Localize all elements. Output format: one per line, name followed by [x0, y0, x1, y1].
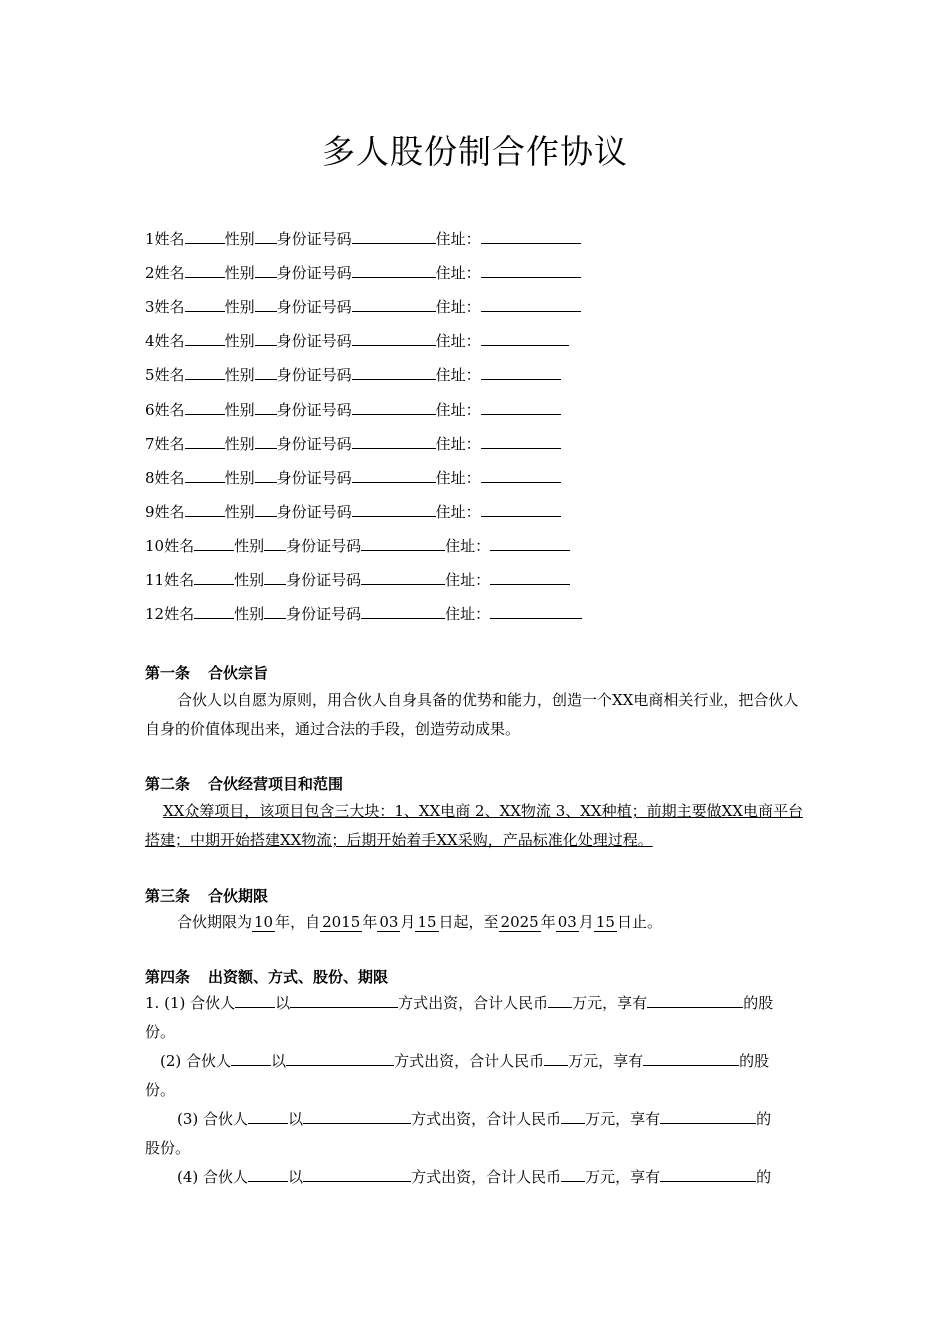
item-text: 合伙人: [190, 994, 236, 1012]
party-address-label: 住址：: [445, 571, 491, 589]
party-gender-blank[interactable]: [255, 296, 277, 312]
party-id-label: 身份证号码: [276, 298, 352, 317]
party-name-blank[interactable]: [185, 330, 225, 346]
share-blank: [643, 1050, 739, 1066]
list-number: 1.: [145, 994, 160, 1012]
party-gender-blank[interactable]: [264, 603, 286, 619]
item-text: 方式出资，合计人民币: [411, 1168, 562, 1186]
party-number: 5: [145, 366, 155, 385]
party-name-label: 姓名: [154, 400, 185, 419]
share-blank: [660, 1166, 756, 1182]
party-gender-label: 性别: [224, 400, 255, 419]
party-row: [145, 467, 561, 488]
party-name-blank[interactable]: [185, 501, 225, 517]
party-name-label: 姓名: [154, 332, 185, 351]
item-text: 的: [743, 994, 759, 1012]
term-text-7: 月: [578, 913, 594, 931]
end-month: 03: [557, 913, 577, 931]
item-text: 方式出资，合计人民币: [398, 994, 549, 1012]
party-number: 8: [145, 468, 155, 487]
party-row: [145, 262, 581, 283]
article-1-title: 合伙宗旨: [208, 664, 269, 682]
article-1-number: 第一条: [145, 664, 191, 682]
party-id-blank[interactable]: [352, 501, 436, 517]
party-row: [145, 603, 582, 624]
party-address-blank[interactable]: [481, 433, 561, 449]
item-text: 的: [756, 1110, 772, 1128]
party-address-blank[interactable]: [481, 364, 561, 380]
party-id-label: 身份证号码: [276, 434, 352, 453]
party-address-blank[interactable]: [481, 467, 561, 483]
party-gender-label: 性别: [224, 434, 255, 453]
party-gender-label: 性别: [224, 468, 255, 487]
term-text-1: 合伙期限为: [177, 913, 253, 931]
party-name-label: 姓名: [164, 536, 195, 555]
item-text: 合伙人: [203, 1110, 249, 1128]
contribution-item-1: [145, 989, 807, 1047]
item-text: 万元，享有: [568, 1052, 644, 1070]
item-text: 股份。: [145, 1139, 191, 1157]
party-row: [145, 364, 561, 385]
share-blank: [647, 992, 743, 1008]
party-address-label: 住址：: [445, 605, 491, 624]
party-row: [145, 399, 561, 420]
party-number: 6: [145, 400, 155, 419]
party-row: [145, 501, 561, 522]
party-address-blank[interactable]: [481, 228, 581, 244]
start-year: 2015: [322, 913, 361, 931]
party-row: [145, 433, 561, 454]
party-address-label: 住址：: [445, 536, 491, 555]
term-text-6: 年: [540, 913, 556, 931]
article-3-heading: [145, 885, 268, 906]
party-gender-label: 性别: [234, 605, 265, 624]
party-number: 12: [145, 605, 165, 624]
party-number: 3: [145, 298, 155, 317]
party-gender-blank[interactable]: [255, 228, 277, 244]
party-number: 7: [145, 434, 155, 453]
party-id-blank[interactable]: [361, 535, 445, 551]
contribution-item-4: [145, 1163, 807, 1192]
party-gender-blank[interactable]: [255, 262, 277, 278]
party-name-blank[interactable]: [185, 467, 225, 483]
party-id-blank[interactable]: [352, 228, 436, 244]
party-row: [145, 535, 570, 556]
item-text: 的: [756, 1168, 772, 1186]
method-blank: [303, 1108, 411, 1124]
item-text: 方式出资，合计人民币: [394, 1052, 545, 1070]
partner-name-blank: [248, 1166, 288, 1182]
term-text-4: 月: [400, 913, 416, 931]
party-id-label: 身份证号码: [286, 605, 362, 624]
method-blank: [290, 992, 398, 1008]
party-address-label: 住址：: [435, 400, 481, 419]
party-name-label: 姓名: [154, 366, 185, 385]
article-2-text: XX众筹项目，该项目包含三大块：1、XX电商 2、XX物流 3、XX种植；前期主要做XX电商平台搭建；中期开始搭建XX物流；后期开始着手XX采购，产品标准化处理过程。: [145, 802, 803, 849]
party-gender-blank[interactable]: [264, 535, 286, 551]
party-gender-blank[interactable]: [255, 467, 277, 483]
term-text-3: 年: [362, 913, 378, 931]
item-text: 以: [271, 1052, 287, 1070]
party-name-blank[interactable]: [194, 569, 234, 585]
item-number: (4): [177, 1168, 199, 1186]
party-gender-label: 性别: [224, 298, 255, 317]
party-address-blank[interactable]: [481, 330, 569, 346]
partner-name-blank: [235, 992, 275, 1008]
party-id-blank[interactable]: [352, 330, 436, 346]
term-years: 10: [254, 913, 274, 931]
party-number: 10: [145, 536, 165, 555]
party-address-blank[interactable]: [481, 296, 581, 312]
party-id-blank[interactable]: [352, 467, 436, 483]
party-address-blank[interactable]: [481, 501, 561, 517]
party-id-label: 身份证号码: [286, 536, 362, 555]
contribution-item-3: [145, 1105, 807, 1163]
party-id-blank[interactable]: [361, 569, 445, 585]
share-blank: [660, 1108, 756, 1124]
article-1-heading: [145, 662, 268, 683]
party-name-label: 姓名: [154, 434, 185, 453]
item-text: 合伙人: [203, 1168, 249, 1186]
party-id-label: 身份证号码: [276, 502, 352, 521]
article-4-number: 第四条: [145, 968, 191, 986]
party-gender-label: 性别: [224, 264, 255, 283]
party-name-blank[interactable]: [185, 364, 225, 380]
end-day: 15: [595, 913, 615, 931]
party-gender-blank[interactable]: [255, 501, 277, 517]
party-number: 11: [145, 571, 165, 589]
party-number: 9: [145, 502, 155, 521]
term-text-8: 日止。: [616, 913, 662, 931]
party-gender-label: 性别: [224, 332, 255, 351]
article-3-text: [145, 908, 807, 937]
item-text: 方式出资，合计人民币: [411, 1110, 562, 1128]
party-address-blank[interactable]: [490, 603, 582, 619]
party-name-label: 姓名: [164, 605, 195, 624]
item-text: 以: [288, 1110, 304, 1128]
party-address-label: 住址：: [435, 230, 481, 248]
amount-blank: [561, 1108, 585, 1124]
partner-name-blank: [248, 1108, 288, 1124]
party-name-label: 姓名: [154, 468, 185, 487]
party-id-label: 身份证号码: [276, 230, 352, 248]
party-id-blank[interactable]: [352, 262, 436, 278]
item-text: 万元，享有: [572, 994, 648, 1012]
party-address-label: 住址：: [435, 264, 481, 283]
party-gender-blank[interactable]: [255, 399, 277, 415]
item-number: (2): [160, 1052, 182, 1070]
party-id-label: 身份证号码: [276, 366, 352, 385]
start-day: 15: [417, 913, 437, 931]
item-text: 以: [275, 994, 291, 1012]
party-address-label: 住址：: [435, 332, 481, 351]
party-id-label: 身份证号码: [276, 332, 352, 351]
end-year: 2025: [500, 913, 539, 931]
amount-blank: [544, 1050, 568, 1066]
amount-blank: [561, 1166, 585, 1182]
party-address-blank[interactable]: [490, 535, 570, 551]
party-id-label: 身份证号码: [276, 400, 352, 419]
party-name-label: 姓名: [154, 298, 185, 317]
party-address-blank[interactable]: [490, 569, 570, 585]
party-gender-label: 性别: [224, 502, 255, 521]
amount-blank: [548, 992, 572, 1008]
contribution-item-2: [145, 1047, 807, 1105]
party-address-label: 住址：: [435, 298, 481, 317]
article-3-number: 第三条: [145, 887, 191, 905]
party-row: [145, 330, 569, 351]
party-address-label: 住址：: [435, 366, 481, 385]
party-address-blank[interactable]: [481, 262, 581, 278]
party-id-blank[interactable]: [352, 296, 436, 312]
item-text: 万元，享有: [585, 1168, 661, 1186]
party-name-label: 姓名: [154, 230, 185, 248]
party-number: 1: [145, 230, 155, 248]
party-id-blank[interactable]: [352, 364, 436, 380]
method-blank: [303, 1166, 411, 1182]
party-gender-label: 性别: [234, 536, 265, 555]
party-id-label: 身份证号码: [286, 571, 362, 589]
partner-name-blank: [231, 1050, 271, 1066]
party-name-blank[interactable]: [194, 603, 234, 619]
party-address-label: 住址：: [435, 502, 481, 521]
item-text: 份。: [145, 1023, 176, 1041]
item-text: 份。: [145, 1081, 176, 1099]
item-text: 万元，享有: [585, 1110, 661, 1128]
party-number: 2: [145, 264, 155, 283]
item-number: (3): [177, 1110, 199, 1128]
party-name-blank[interactable]: [185, 399, 225, 415]
term-text-2: 年，自: [275, 913, 321, 931]
method-blank: [286, 1050, 394, 1066]
item-text: 的: [739, 1052, 755, 1070]
party-number: 4: [145, 332, 155, 351]
party-id-label: 身份证号码: [276, 468, 352, 487]
party-gender-blank[interactable]: [255, 433, 277, 449]
party-id-label: 身份证号码: [276, 264, 352, 283]
party-gender-blank[interactable]: [255, 330, 277, 346]
party-name-label: 姓名: [154, 264, 185, 283]
party-id-blank[interactable]: [352, 399, 436, 415]
party-name-blank[interactable]: [185, 262, 225, 278]
page-title: 多人股份制合作协议: [322, 132, 628, 171]
party-address-blank[interactable]: [481, 399, 561, 415]
party-row: [145, 228, 581, 249]
party-id-blank[interactable]: [352, 433, 436, 449]
start-month: 03: [379, 913, 399, 931]
party-gender-blank[interactable]: [255, 364, 277, 380]
article-2-number: 第二条: [145, 775, 191, 793]
party-id-blank[interactable]: [361, 603, 445, 619]
item-text: 股: [754, 1052, 770, 1070]
party-name-blank[interactable]: [185, 296, 225, 312]
party-name-label: 姓名: [164, 571, 195, 589]
party-gender-label: 性别: [234, 571, 265, 589]
party-row: [145, 296, 581, 317]
item-text: 以: [288, 1168, 304, 1186]
term-text-5: 日起，至: [438, 913, 499, 931]
party-name-label: 姓名: [154, 502, 185, 521]
article-2-heading: [145, 773, 343, 794]
item-number: (1): [164, 994, 186, 1012]
article-2-title: 合伙经营项目和范围: [208, 775, 344, 793]
party-gender-label: 性别: [224, 366, 255, 385]
item-text: 合伙人: [186, 1052, 232, 1070]
party-gender-blank[interactable]: [264, 569, 286, 585]
party-row: [145, 569, 570, 590]
party-address-label: 住址：: [435, 468, 481, 487]
party-gender-label: 性别: [224, 230, 255, 248]
party-name-blank[interactable]: [185, 433, 225, 449]
party-name-blank[interactable]: [185, 228, 225, 244]
article-4-title: 出资额、方式、股份、期限: [208, 968, 389, 986]
party-address-label: 住址：: [435, 434, 481, 453]
party-name-blank[interactable]: [194, 535, 234, 551]
article-4-heading: [145, 966, 388, 987]
article-1-text: 合伙人以自愿为原则，用合伙人自身具备的优势和能力，创造一个XX电商相关行业，把合伙人自身的价值体现出来，通过合法的手段，创造劳动成果。: [145, 691, 799, 738]
item-text: 股: [758, 994, 774, 1012]
article-3-title: 合伙期限: [208, 887, 269, 905]
